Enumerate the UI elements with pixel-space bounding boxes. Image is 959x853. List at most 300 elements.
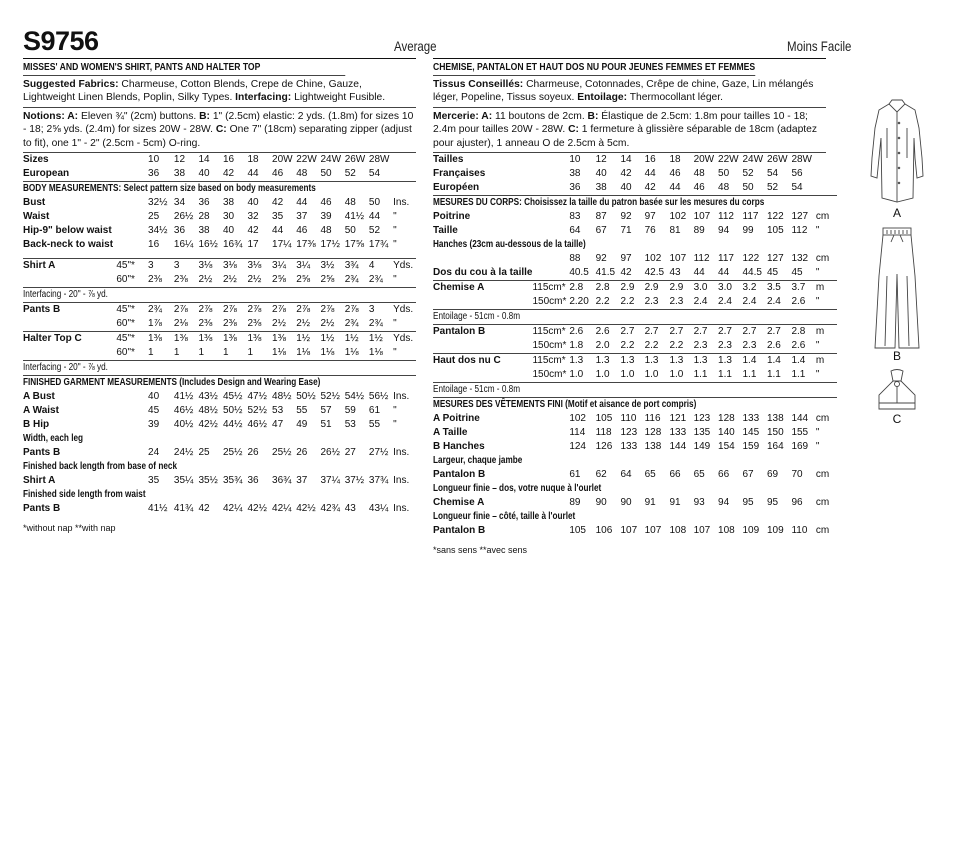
fabrics-paragraph: Tissus Conseillés: Charmeuse, Cotonnades, Crêpe de chine, Gaze, Lin mélangés léger, Popeline, Tissus soyeux. Entoilage: Thermocollant léger. bbox=[433, 76, 826, 108]
value-cell: 1.1 bbox=[791, 369, 806, 381]
value-cell: 155 bbox=[791, 427, 809, 439]
value-cell: 1.4 bbox=[791, 354, 815, 369]
value-cell: 71 bbox=[620, 225, 632, 237]
row-label: A Bust bbox=[23, 391, 55, 403]
value-cell: 40 bbox=[620, 182, 632, 194]
value-cell: 133 bbox=[620, 441, 638, 453]
value-cell: 3¼ bbox=[296, 259, 320, 274]
value-cell: 37 bbox=[296, 211, 308, 223]
value-cell: 42 bbox=[644, 182, 656, 194]
table-row bbox=[23, 153, 416, 167]
value-cell: 2⅝ bbox=[296, 274, 311, 286]
value-cell: 1 bbox=[222, 347, 229, 359]
value-cell: 48½ bbox=[198, 405, 218, 417]
value-cell: 20W bbox=[693, 154, 715, 166]
section-heading-row bbox=[433, 196, 837, 211]
unit-cell bbox=[393, 153, 416, 167]
value-cell: 56 bbox=[791, 168, 803, 180]
fabric-width bbox=[116, 196, 148, 210]
value-cell: 44½ bbox=[222, 419, 243, 431]
value-cell: 1.0 bbox=[669, 369, 684, 381]
unit-cell: Ins. bbox=[393, 447, 410, 459]
section-heading-row bbox=[23, 460, 416, 474]
unit-cell: " bbox=[815, 369, 820, 381]
value-cell: 1 bbox=[247, 347, 254, 359]
value-cell: 16 bbox=[644, 154, 656, 166]
value-cell: 2.4 bbox=[766, 296, 781, 308]
value-cell: 54½ bbox=[344, 391, 365, 403]
table-row bbox=[433, 325, 837, 340]
value-cell: 81 bbox=[669, 225, 681, 237]
table-row bbox=[23, 224, 416, 238]
french-column bbox=[433, 30, 852, 556]
value-cell: 1⅜ bbox=[272, 332, 296, 347]
value-cell: 1.4 bbox=[767, 354, 791, 369]
value-cell: 126 bbox=[595, 441, 613, 453]
value-cell: 118 bbox=[595, 427, 612, 439]
value-cell: 2.7 bbox=[669, 325, 693, 340]
value-cell: 2⅜ bbox=[173, 274, 188, 286]
fabric-width bbox=[116, 502, 148, 516]
table-row bbox=[23, 303, 416, 318]
value-cell: 54 bbox=[791, 182, 803, 194]
value-cell: 1.3 bbox=[569, 354, 595, 369]
value-cell: 2.7 bbox=[743, 325, 767, 340]
table-row bbox=[433, 426, 837, 440]
unit-cell: " bbox=[815, 225, 820, 237]
row-label: Haut dos nu C bbox=[433, 354, 532, 369]
value-cell: 24W bbox=[742, 154, 764, 166]
value-cell: 107 bbox=[693, 211, 711, 223]
fabric-width bbox=[116, 153, 148, 167]
value-cell: 3 bbox=[174, 259, 199, 274]
garment-figures bbox=[842, 98, 952, 432]
value-cell: 105 bbox=[595, 413, 613, 425]
value-cell: 109 bbox=[766, 525, 784, 537]
value-cell: 47 bbox=[272, 419, 284, 431]
table-row bbox=[433, 252, 837, 266]
row-label: Tailles bbox=[433, 154, 464, 166]
value-cell: 17¼ bbox=[272, 239, 292, 251]
value-cell: 123 bbox=[620, 427, 638, 439]
value-cell: 16 bbox=[148, 239, 160, 251]
value-cell: 2.8 bbox=[791, 325, 815, 340]
value-cell: 24 bbox=[148, 447, 160, 459]
unit-cell: " bbox=[815, 267, 820, 279]
value-cell: 138 bbox=[766, 413, 784, 425]
section-heading: Largeur, chaque jambe bbox=[433, 455, 523, 467]
value-cell: 2¾ bbox=[344, 274, 359, 286]
value-cell: 2⅞ bbox=[223, 303, 248, 318]
value-cell: 2.2 bbox=[644, 340, 659, 352]
row-label: Halter Top C bbox=[23, 332, 116, 347]
table-row bbox=[433, 412, 837, 426]
section-heading: Interfacing - 20" - ⅞ yd. bbox=[23, 361, 416, 376]
value-cell: 48 bbox=[296, 168, 308, 180]
value-cell: 121 bbox=[669, 413, 687, 425]
value-cell: 36 bbox=[569, 182, 581, 194]
fabric-width bbox=[116, 167, 148, 182]
value-cell: 149 bbox=[693, 441, 711, 453]
value-cell: 116 bbox=[644, 413, 661, 425]
value-cell: 41¾ bbox=[173, 503, 194, 515]
value-cell: 24½ bbox=[173, 447, 194, 459]
value-cell: 66 bbox=[669, 469, 681, 481]
english-column bbox=[23, 26, 437, 534]
value-cell: 154 bbox=[718, 441, 735, 453]
value-cell: 1⅜ bbox=[148, 332, 174, 347]
value-cell: 94 bbox=[718, 497, 730, 509]
value-cell: 2⅞ bbox=[198, 303, 223, 318]
value-cell: 50 bbox=[742, 182, 754, 194]
value-cell: 40 bbox=[595, 168, 607, 180]
fabric-width bbox=[116, 446, 148, 460]
value-cell: 1 bbox=[173, 347, 180, 359]
value-cell: 44 bbox=[272, 225, 284, 237]
value-cell: 1½ bbox=[345, 332, 369, 347]
pattern-title: CHEMISE, PANTALON ET HAUT DOS NU POUR JEUNES FEMMES ET FEMMES bbox=[433, 59, 755, 76]
value-cell: 1.4 bbox=[743, 354, 767, 369]
value-cell: 17 bbox=[247, 239, 259, 251]
fabric-width bbox=[532, 210, 569, 224]
value-cell: 2⅞ bbox=[320, 303, 344, 318]
value-cell: 2.6 bbox=[791, 340, 806, 352]
value-cell: 65 bbox=[644, 469, 656, 481]
value-cell: 1⅜ bbox=[198, 332, 223, 347]
value-cell: 52½ bbox=[320, 391, 340, 403]
fabric-width: 45"* bbox=[116, 332, 148, 347]
value-cell: 2¾ bbox=[368, 318, 383, 330]
fabric-width bbox=[116, 238, 148, 252]
unit-cell: cm bbox=[815, 525, 830, 537]
value-cell: 44 bbox=[669, 182, 681, 194]
value-cell: 67 bbox=[742, 469, 754, 481]
section-heading: Longueur finie – côté, taille à l'ourlet bbox=[433, 511, 576, 523]
value-cell: 62 bbox=[595, 469, 607, 481]
value-cell: 96 bbox=[791, 497, 803, 509]
value-cell: 2⅝ bbox=[272, 274, 286, 286]
value-cell: 44 bbox=[296, 197, 308, 209]
value-cell: 1.0 bbox=[620, 369, 635, 381]
section-heading: Finished back length from base of neck bbox=[23, 461, 178, 473]
unit-cell: m bbox=[816, 325, 837, 340]
value-cell: 46 bbox=[320, 197, 332, 209]
value-cell: 3.2 bbox=[743, 281, 767, 296]
value-cell: 2.4 bbox=[718, 296, 732, 308]
section-heading: Finished side length from waist bbox=[23, 489, 146, 501]
value-cell: 1.3 bbox=[669, 354, 693, 369]
value-cell: 1.3 bbox=[596, 354, 621, 369]
value-cell: 133 bbox=[669, 427, 687, 439]
section-heading: Interfacing - 20" - ⅞ yd. bbox=[23, 288, 416, 303]
row-label bbox=[433, 339, 532, 354]
value-cell: 17¾ bbox=[368, 239, 389, 251]
value-cell: 50 bbox=[344, 225, 356, 237]
value-cell: 47½ bbox=[247, 391, 267, 403]
value-cell: 2.9 bbox=[669, 281, 693, 296]
value-cell: 45½ bbox=[222, 391, 243, 403]
value-cell: 52 bbox=[742, 168, 754, 180]
section-heading: Width, each leg bbox=[23, 433, 84, 445]
value-cell: 37¼ bbox=[320, 475, 340, 487]
unit-cell: Ins. bbox=[393, 197, 410, 209]
row-label: European bbox=[23, 168, 70, 180]
section-heading-row bbox=[23, 361, 416, 376]
value-cell: 26½ bbox=[173, 211, 194, 223]
value-cell: 106 bbox=[595, 525, 613, 537]
value-cell: 53 bbox=[272, 405, 284, 417]
row-label: A Waist bbox=[23, 405, 59, 417]
shirt-sketch-icon bbox=[867, 98, 927, 208]
fabric-width bbox=[532, 252, 569, 266]
section-heading: Longueur finie – dos, votre nuque à l'ourlet bbox=[433, 483, 602, 495]
value-cell: 1½ bbox=[369, 332, 393, 347]
value-cell: 1⅛ bbox=[272, 347, 286, 359]
section-heading: Entoilage - 51cm - 0.8m bbox=[433, 383, 837, 398]
value-cell: 1.1 bbox=[766, 369, 781, 381]
unit-cell: " bbox=[393, 405, 397, 417]
value-cell: 36 bbox=[198, 197, 210, 209]
fabric-width: 150cm* bbox=[532, 340, 567, 352]
value-cell: 42 bbox=[247, 225, 259, 237]
value-cell: 2.20 bbox=[569, 296, 589, 308]
fabric-width bbox=[532, 224, 569, 238]
value-cell: 32 bbox=[247, 211, 259, 223]
value-cell: 42½ bbox=[296, 503, 316, 515]
section-heading: MESURES DU CORPS: Choisissez la taille du patron basée sur les mesures du corps bbox=[433, 196, 837, 211]
value-cell: 1.3 bbox=[718, 354, 742, 369]
value-cell: 38 bbox=[222, 197, 235, 209]
value-cell: 46 bbox=[693, 182, 705, 194]
value-cell: 64 bbox=[569, 225, 581, 237]
table-row bbox=[433, 295, 837, 310]
table-row bbox=[433, 368, 837, 383]
value-cell: 1.1 bbox=[742, 369, 757, 381]
figure-label-b: B bbox=[892, 349, 901, 363]
measurement-table bbox=[23, 153, 416, 516]
value-cell: 3⅛ bbox=[248, 259, 273, 274]
value-cell: 36 bbox=[148, 168, 160, 180]
value-cell: 2½ bbox=[296, 318, 311, 330]
value-cell: 38 bbox=[173, 168, 186, 180]
row-label: Dos du cou à la taille bbox=[433, 267, 533, 279]
value-cell: 107 bbox=[669, 253, 687, 265]
value-cell: 48 bbox=[693, 168, 705, 180]
value-cell: 50½ bbox=[222, 405, 243, 417]
unit-cell: Ins. bbox=[393, 391, 410, 403]
value-cell: 28 bbox=[198, 211, 210, 223]
fabric-width bbox=[532, 266, 569, 281]
value-cell: 66 bbox=[718, 469, 730, 481]
row-label: Shirt A bbox=[23, 259, 116, 274]
value-cell: 2.6 bbox=[596, 325, 621, 340]
table-row bbox=[23, 332, 416, 347]
value-cell: 117 bbox=[742, 211, 759, 223]
value-cell: 90 bbox=[595, 497, 607, 509]
footnote: *sans sens **avec sens bbox=[433, 545, 528, 556]
row-label bbox=[23, 273, 116, 288]
value-cell: 28W bbox=[368, 154, 390, 166]
value-cell: 94 bbox=[718, 225, 730, 237]
value-cell: 1.3 bbox=[621, 354, 645, 369]
section-heading-row bbox=[433, 510, 837, 524]
table-row bbox=[433, 496, 837, 510]
value-cell: 159 bbox=[742, 441, 760, 453]
value-cell: 39 bbox=[320, 211, 332, 223]
value-cell: 42 bbox=[198, 503, 210, 515]
unit-cell: cm bbox=[815, 413, 830, 425]
value-cell: 3.5 bbox=[767, 281, 791, 296]
row-label bbox=[433, 252, 532, 266]
value-cell: 91 bbox=[644, 497, 656, 509]
value-cell: 39 bbox=[148, 419, 160, 431]
value-cell: 124 bbox=[569, 441, 586, 453]
value-cell: 1⅜ bbox=[248, 332, 273, 347]
value-cell: 127 bbox=[766, 253, 784, 265]
value-cell: 122 bbox=[742, 253, 760, 265]
measurement-table bbox=[433, 153, 837, 538]
value-cell: 16¾ bbox=[222, 239, 243, 251]
fabric-width bbox=[532, 496, 569, 510]
value-cell: 12 bbox=[173, 154, 186, 166]
table-row bbox=[23, 196, 416, 210]
fabric-width: 150cm* bbox=[532, 296, 567, 308]
value-cell: 26½ bbox=[320, 447, 340, 459]
value-cell: 2⅞ bbox=[248, 303, 273, 318]
value-cell: 3⅛ bbox=[198, 259, 223, 274]
value-cell: 45 bbox=[791, 267, 803, 279]
value-cell: 99 bbox=[742, 225, 754, 237]
section-heading-row bbox=[433, 310, 837, 325]
row-label: Waist bbox=[23, 211, 50, 223]
value-cell: 42.5 bbox=[644, 267, 665, 279]
difficulty-level: Moins Facile bbox=[787, 38, 852, 54]
value-cell: 2.2 bbox=[620, 340, 635, 352]
value-cell: 26 bbox=[247, 447, 259, 459]
value-cell: 2.8 bbox=[569, 281, 595, 296]
section-heading-row bbox=[23, 182, 416, 197]
row-label: Chemise A bbox=[433, 281, 532, 296]
value-cell: 2.7 bbox=[718, 325, 742, 340]
value-cell: 50 bbox=[718, 168, 730, 180]
value-cell: 51 bbox=[320, 419, 332, 431]
unit-cell: " bbox=[815, 340, 820, 352]
halter-top-sketch-icon bbox=[867, 369, 927, 414]
fabric-width: 60"* bbox=[116, 274, 135, 286]
value-cell: 48 bbox=[718, 182, 730, 194]
value-cell: 49 bbox=[296, 419, 308, 431]
row-label: Taille bbox=[433, 225, 458, 237]
value-cell: 2⅞ bbox=[272, 303, 296, 318]
row-label: Bust bbox=[23, 197, 46, 209]
value-cell: 122 bbox=[766, 211, 784, 223]
value-cell: 55 bbox=[368, 419, 381, 431]
value-cell: 42 bbox=[272, 197, 284, 209]
value-cell: 48 bbox=[344, 197, 356, 209]
value-cell: 89 bbox=[693, 225, 705, 237]
row-label: Européen bbox=[433, 182, 480, 194]
value-cell: 1⅛ bbox=[320, 347, 335, 359]
row-label bbox=[23, 346, 116, 361]
value-cell: 2.0 bbox=[595, 340, 610, 352]
value-cell: 97 bbox=[620, 253, 632, 265]
value-cell: 1.1 bbox=[718, 369, 732, 381]
value-cell: 2.6 bbox=[569, 325, 595, 340]
value-cell: 10 bbox=[148, 154, 160, 166]
value-cell: 28W bbox=[791, 154, 812, 166]
value-cell: 2.7 bbox=[694, 325, 718, 340]
value-cell: 65 bbox=[693, 469, 705, 481]
value-cell: 17½ bbox=[320, 239, 340, 251]
value-cell: 2.7 bbox=[767, 325, 791, 340]
value-cell: 132 bbox=[791, 253, 809, 265]
value-cell: 3¼ bbox=[272, 259, 296, 274]
table-row bbox=[433, 440, 837, 454]
fabric-width: 115cm* bbox=[532, 325, 569, 340]
value-cell: 2½ bbox=[247, 274, 262, 286]
value-cell: 150 bbox=[766, 427, 784, 439]
notions-paragraph: Mercerie: A: 11 boutons de 2cm. B: Élastique de 2.5cm: 1.8m pour tailles 10 - 18; 2.4m pour tailles 20W - 28W. C: 1 fermeture à glissière séparable de 18cm (adaptez pour ajuster), 1 anneau O de 2.5cm à 5cm. bbox=[433, 108, 826, 153]
value-cell: 108 bbox=[669, 525, 687, 537]
value-cell: 25 bbox=[148, 211, 160, 223]
value-cell: 2½ bbox=[198, 274, 213, 286]
value-cell: 41½ bbox=[148, 503, 168, 515]
value-cell: 92 bbox=[620, 211, 632, 223]
value-cell: 59 bbox=[344, 405, 356, 417]
value-cell: 34 bbox=[173, 197, 186, 209]
table-row bbox=[433, 181, 837, 196]
value-cell: 50 bbox=[368, 197, 381, 209]
value-cell: 14 bbox=[198, 154, 210, 166]
value-cell: 1½ bbox=[320, 332, 344, 347]
value-cell: 105 bbox=[766, 225, 784, 237]
fabric-width: 150cm* bbox=[532, 369, 567, 381]
value-cell: 1.0 bbox=[569, 369, 584, 381]
fabric-width: 115cm* bbox=[532, 354, 569, 369]
unit-cell: " bbox=[393, 347, 397, 359]
value-cell: 36 bbox=[247, 475, 259, 487]
value-cell: 38 bbox=[595, 182, 607, 194]
row-label: Hip-9" below waist bbox=[23, 225, 112, 237]
value-cell: 40 bbox=[247, 197, 259, 209]
fabric-width bbox=[116, 390, 148, 404]
value-cell: 61 bbox=[569, 469, 581, 481]
value-cell: 91 bbox=[669, 497, 681, 509]
value-cell: 135 bbox=[693, 427, 711, 439]
value-cell: 1⅛ bbox=[368, 347, 383, 359]
section-heading-row bbox=[433, 238, 837, 252]
value-cell: 2.2 bbox=[620, 296, 635, 308]
value-cell: 37 bbox=[296, 475, 308, 487]
value-cell: 164 bbox=[766, 441, 784, 453]
value-cell: 3 bbox=[369, 303, 393, 318]
unit-cell: " bbox=[393, 239, 397, 251]
value-cell: 83 bbox=[569, 211, 581, 223]
table-row bbox=[433, 167, 837, 181]
value-cell: 17⅝ bbox=[344, 239, 365, 251]
value-cell: 144 bbox=[791, 413, 809, 425]
fabric-width: 60"* bbox=[116, 318, 135, 330]
value-cell: 35 bbox=[272, 211, 284, 223]
unit-cell bbox=[816, 153, 837, 167]
value-cell: 35 bbox=[148, 475, 160, 487]
value-cell: 3.0 bbox=[694, 281, 718, 296]
value-cell: 2½ bbox=[320, 318, 335, 330]
fabric-width bbox=[532, 426, 569, 440]
row-label: B Hanches bbox=[433, 441, 485, 453]
value-cell: 42 bbox=[620, 267, 632, 279]
table-row bbox=[23, 502, 416, 516]
